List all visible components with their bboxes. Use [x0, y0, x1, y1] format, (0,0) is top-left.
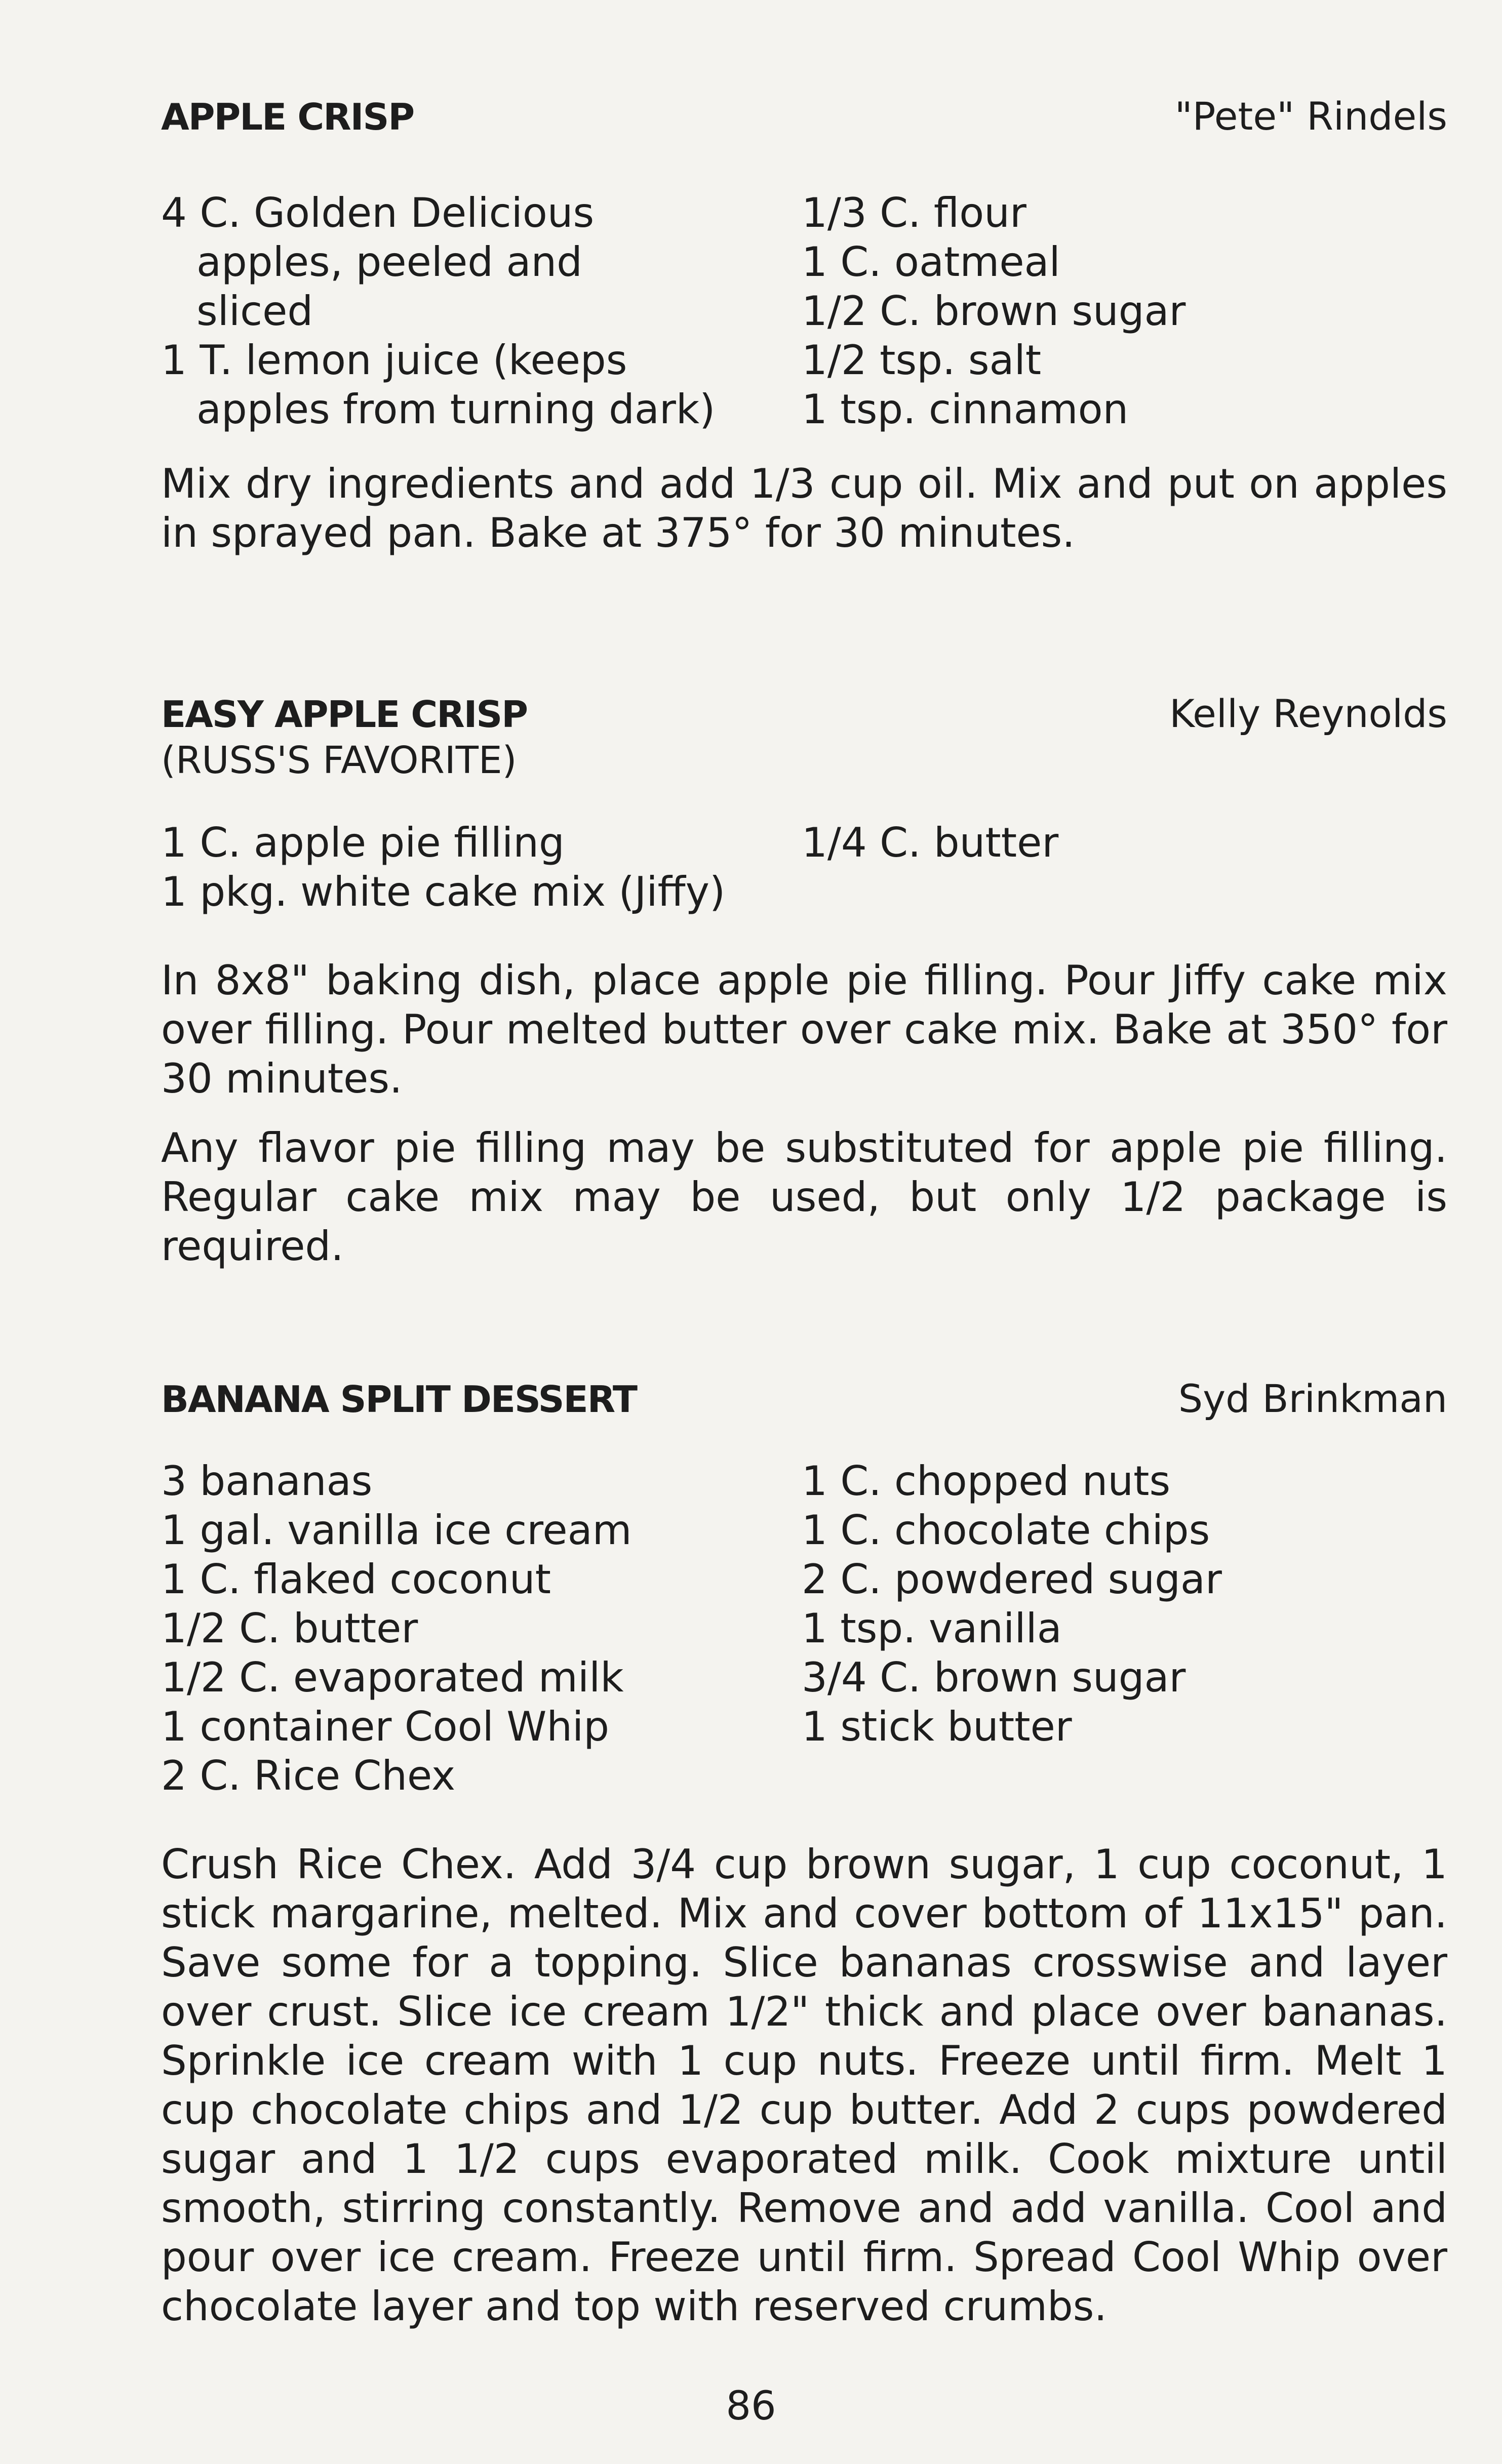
directions-paragraph: Crush Rice Chex. Add 3/4 cup brown sugar, 1 cup coconut, 1 stick margarine, melted. Mix and cover bottom of 11x15" pan. Save some for a topping. Slice bananas crosswise and layer over crust. Slice ice cream 1/2" thick and place over bananas. Sprinkle ice cream with 1 cup nuts. Freeze until firm. Melt 1 cup chocolate chips and 1/2 cup butter. Add 2 cups powdered sugar and 1 1/2 cups evaporated milk. Cook mixture until smooth, stirring constantly. Remove and add vanilla. Cool and pour over ice cream. Freeze until firm. Spread Cool Whip over chocolate layer and top with reserved crumbs.	[161, 1841, 1447, 2330]
ingredient-column-left	[161, 818, 802, 916]
ingredient-line: 1 C. flaked coconut	[161, 1556, 551, 1603]
ingredient-line: 3/4 C. brown sugar	[802, 1654, 1186, 1701]
ingredient-line: 1/2 tsp. salt	[802, 337, 1042, 384]
ingredient-line: 1 C. apple pie filling	[161, 819, 565, 866]
recipe-author: Kelly Reynolds	[1169, 691, 1447, 736]
ingredient-line: 1 T. lemon juice (keeps	[161, 337, 627, 384]
ingredient-line: 4 C. Golden Delicious	[161, 189, 595, 236]
ingredient-list	[161, 1457, 1447, 1800]
ingredient-line: 1/2 C. evaporated milk	[161, 1654, 624, 1701]
ingredient-column-left	[161, 188, 802, 434]
recipe-directions	[161, 1840, 1447, 2331]
recipe-banana-split-dessert	[161, 1376, 1447, 2331]
ingredient-line: 1 tsp. vanilla	[802, 1605, 1062, 1652]
recipe-author: Syd Brinkman	[1178, 1376, 1447, 1421]
ingredient-line: apples from turning dark)	[196, 386, 716, 433]
ingredient-line: apples, peeled and	[196, 238, 582, 286]
ingredient-line: 3 bananas	[161, 1458, 373, 1505]
directions-paragraph: In 8x8" baking dish, place apple pie filling. Pour Jiffy cake mix over filling. Pour melted butter over cake mix. Bake at 350° for 30 minutes.	[161, 957, 1447, 1102]
ingredient-line: 1 C. oatmeal	[802, 238, 1060, 286]
directions-paragraph: Mix dry ingredients and add 1/3 cup oil. Mix and put on apples in sprayed pan. Bake at 375° for 30 minutes.	[161, 460, 1447, 556]
ingredient-line: 1/3 C. flour	[802, 189, 1026, 236]
recipe-header	[161, 94, 1447, 139]
ingredient-column-right	[802, 818, 1447, 916]
recipe-subtitle: (RUSS'S FAVORITE)	[161, 739, 517, 782]
ingredient-line: 1 pkg. white cake mix (Jiffy)	[161, 868, 726, 915]
page-number: 86	[726, 2384, 776, 2429]
recipe-title: BANANA SPLIT DESSERT	[161, 1378, 637, 1421]
ingredient-line: sliced	[196, 288, 313, 335]
ingredient-line: 1 container Cool Whip	[161, 1703, 610, 1750]
ingredient-line: 1 tsp. cinnamon	[802, 386, 1129, 433]
recipe-directions	[161, 459, 1447, 557]
ingredient-line: 1/2 C. brown sugar	[802, 288, 1186, 335]
ingredient-line: 1 gal. vanilla ice cream	[161, 1507, 632, 1554]
ingredient-column-left	[161, 1457, 802, 1800]
recipe-apple-crisp	[161, 94, 1447, 557]
ingredient-line: 1 C. chocolate chips	[802, 1507, 1210, 1554]
ingredient-line: 1 stick butter	[802, 1703, 1072, 1750]
ingredient-line: 1/2 C. butter	[161, 1605, 418, 1652]
ingredient-line: 2 C. Rice Chex	[161, 1752, 456, 1799]
recipe-header	[161, 1376, 1447, 1421]
ingredient-list	[161, 188, 1447, 434]
recipe-author: "Pete" Rindels	[1174, 94, 1447, 139]
recipe-easy-apple-crisp	[161, 691, 1447, 1271]
ingredient-list	[161, 818, 1447, 916]
ingredient-line: 1 C. chopped nuts	[802, 1458, 1171, 1505]
recipe-directions	[161, 956, 1447, 1271]
recipe-title: APPLE CRISP	[161, 96, 414, 138]
directions-paragraph: Any flavor pie filling may be substituted for apple pie filling. Regular cake mix may be used, but only 1/2 package is required.	[161, 1124, 1447, 1270]
ingredient-column-right	[802, 188, 1447, 434]
recipe-header	[161, 691, 1447, 736]
ingredient-column-right	[802, 1457, 1447, 1800]
recipe-title: EASY APPLE CRISP	[161, 693, 528, 736]
ingredient-line: 2 C. powdered sugar	[802, 1556, 1222, 1603]
ingredient-line: 1/4 C. butter	[802, 819, 1059, 866]
